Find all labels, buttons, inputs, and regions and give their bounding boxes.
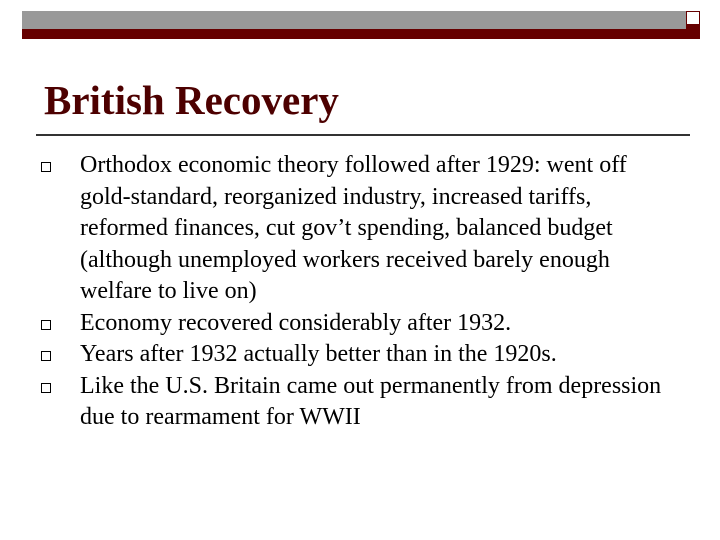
bullet-text: Economy recovered considerably after 1932.: [80, 309, 512, 336]
bullet-text: Orthodox economic theory followed after 1929: went off gold-standard, reorganized industry, increased tariffs, reformed finances, cut gov’t spending, balanced budget (although unemployed workers received barely enough welfare to live on): [80, 152, 627, 304]
hollow-square-icon: [41, 320, 51, 330]
bullet-list: [36, 150, 676, 434]
title-divider: [36, 134, 690, 136]
hollow-square-icon: [41, 351, 51, 361]
header-accent-bar: [22, 29, 686, 39]
bullet-item: [36, 308, 676, 340]
header-bar: [22, 11, 686, 29]
corner-square-filled: [686, 25, 700, 39]
bullet-text: Years after 1932 actually better than in the 1920s.: [80, 341, 557, 367]
bullet-text: Like the U.S. Britain came out permanently from depression due to rearmament for WWII: [80, 372, 662, 430]
corner-square-outline: [686, 11, 700, 25]
bullet-item: [36, 339, 676, 371]
bullet-item: [36, 150, 676, 308]
hollow-square-icon: [41, 383, 51, 393]
hollow-square-icon: [41, 162, 51, 172]
slide-title: British Recovery: [44, 77, 339, 123]
bullet-item: [36, 371, 676, 434]
